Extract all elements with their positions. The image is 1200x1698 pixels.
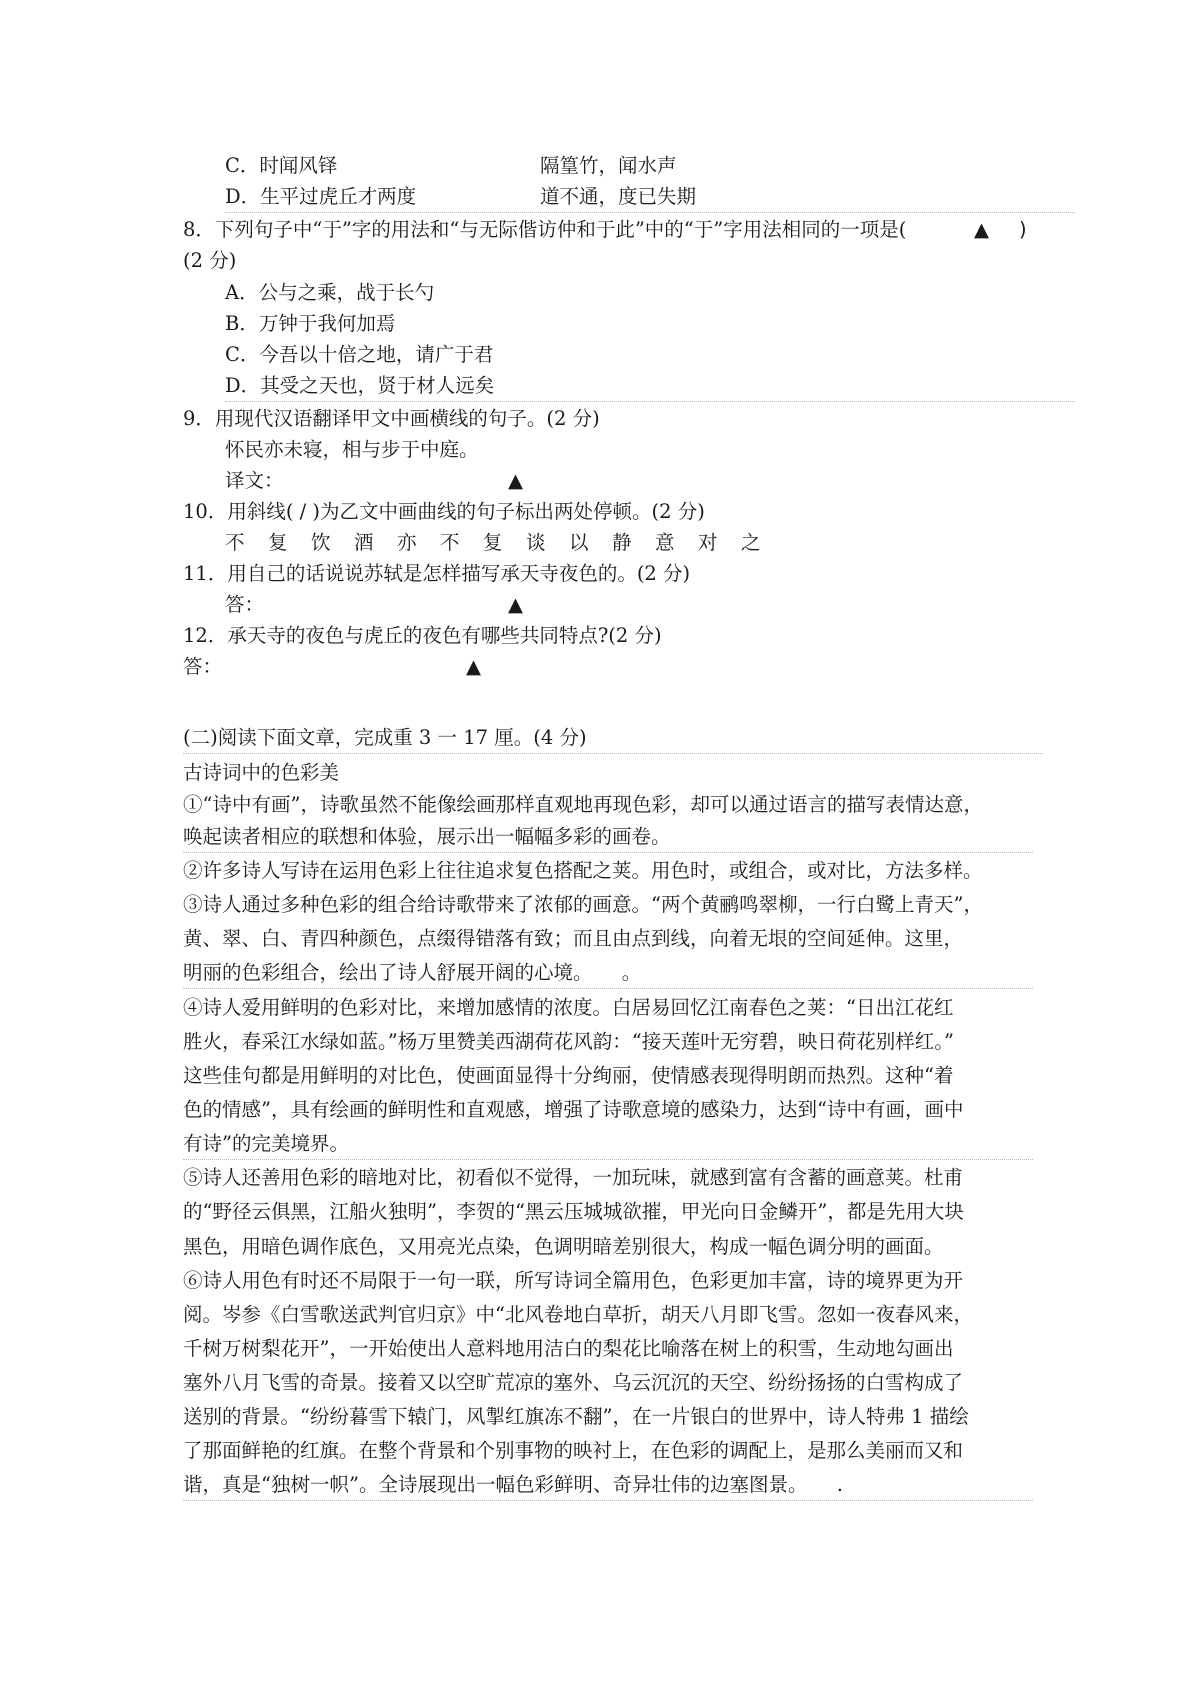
q10-char: 对 (698, 531, 718, 554)
q9-answer-line (225, 465, 1075, 496)
q10-char: 亦 (397, 531, 417, 554)
answer-triangle-icon: ▲ (974, 218, 989, 241)
q11-answer-line (225, 589, 1075, 620)
article-line: 唤起读者相应的联想和体验，展示出一幅幅多彩的画卷。 (183, 821, 1033, 853)
q11-answer-label: 答： (225, 593, 265, 616)
article-line: 了那面鲜艳的红旗。在整个背景和个别事物的映衬上，在色彩的调配上，是那么美丽而又和 (183, 1439, 964, 1462)
q10-char: 复 (268, 531, 288, 554)
q10-stem: 10．用斜线( / )为乙文中画曲线的句子标出两处停顿。(2 分) (183, 500, 705, 523)
q12-answer-label: 答： (183, 655, 223, 678)
q10-char: 饮 (311, 531, 331, 554)
article-line: 有诗”的完美境界。 (183, 1128, 1033, 1160)
q12-answer-line (183, 651, 1033, 682)
q7-option-c-right: 隔篁竹，闻水声 (540, 154, 677, 177)
q7-option-d (225, 181, 1075, 213)
article-line: ⑥诗人用色有时还不局限于一句一联，所写诗词全篇用色，色彩更加丰富，诗的境界更为开 (183, 1269, 964, 1292)
article-line: 送别的背景。“纷纷暮雪下辕门，风掣红旗冻不翻”，在一片银白的世界中，诗人特弗 1 描绘 (183, 1405, 969, 1428)
answer-triangle-icon: ▲ (508, 593, 523, 616)
article-line: ③诗人通过多种色彩的组合给诗歌带来了浓郁的画意。“两个黄鹂鸣翠柳，一行白鹭上青天”， (183, 893, 983, 916)
q10-char: 酒 (354, 531, 374, 554)
q8-close-paren: ) (1019, 218, 1027, 241)
q10-char: 谈 (526, 531, 546, 554)
article-line: 色的情感”，具有绘画的鲜明性和直观感，增强了诗歌意境的感染力，达到“诗中有画，画中 (183, 1098, 964, 1121)
q8-stem-text: 8．下列句子中“于”字的用法和“与无际偕访仲和于此”中的“于”字用法相同的一项是( (183, 218, 907, 241)
article-line: 千树万树梨花开”，一开始使出人意料地用洁白的梨花比喻落在树上的积雪，生动地勾画出 (183, 1337, 954, 1360)
q8-option-a: A．公与之乘，战于长勺 (225, 281, 435, 304)
q10-char: 以 (569, 531, 589, 554)
q10-char: 静 (612, 531, 632, 554)
article-line: 黄、翠、白、青四种颜色，点缀得错落有致；而且由点到线，向着无垠的空间延伸。这里， (183, 927, 964, 950)
q10-chars (225, 527, 1075, 558)
article-line: ④诗人爱用鲜明的色彩对比，来增加感情的浓度。白居易回忆江南春色之荚：“日出江花红 (183, 996, 954, 1019)
article-line: ①“诗中有画”，诗歌虽然不能像绘画那样直观地再现色彩，却可以通过语言的描写表情达意， (183, 793, 983, 816)
article-line: 明丽的色彩组合，绘出了诗人舒展开阔的心境。 。 (183, 957, 1033, 989)
q8-stem (183, 214, 1033, 245)
q10-char: 之 (741, 531, 761, 554)
q7-option-d-right: 道不通，度已失期 (540, 185, 697, 208)
article-line: 谐，真是“独树一帜”。全诗展现出一幅色彩鲜明、奇异壮伟的边塞图景。 . (183, 1469, 1033, 1501)
article-line: 这些佳句都是用鲜明的对比色，使画面显得十分绚丽，使情感表现得明朗而热烈。这种“着 (183, 1064, 954, 1087)
q7-option-d-text: D．生平过虎丘才两度 (225, 185, 417, 208)
q7-option-c-text: C．时闻风铎 (225, 154, 338, 177)
q10-char: 复 (483, 531, 503, 554)
q8-score: (2 分) (183, 249, 237, 272)
section2-heading: (二)阅读下面文章，完成重 3 一 17 厘。(4 分) (183, 722, 1043, 754)
q9-stem: 9．用现代汉语翻译甲文中画横线的句子。(2 分) (183, 407, 600, 430)
q8-option-c: C．今吾以十倍之地，请广于君 (225, 343, 494, 366)
article-line: ②许多诗人写诗在运用色彩上往往追求复色搭配之荚。用色时，或组合，或对比，方法多样。 (183, 859, 983, 882)
q11-stem: 11．用自己的话说说苏轼是怎样描写承天寺夜色的。(2 分) (183, 562, 691, 585)
article-title: 古诗词中的色彩美 (183, 761, 340, 784)
article-line: 胜火，春采江水绿如蓝。”杨万里赞美西湖荷花风韵：“接天莲叶无穷碧，映日荷花别样红。” (183, 1030, 954, 1053)
q9-answer-label: 译文： (225, 469, 284, 492)
q8-option-b: B．万钟于我何加焉 (225, 312, 396, 335)
q9-sentence: 怀民亦未寝，相与步于中庭。 (225, 438, 479, 461)
q8-option-d: D．其受之天也，贤于材人远矣 (225, 370, 1075, 402)
q10-char: 不 (225, 531, 245, 554)
article-line: 黑色，用暗色调作底色，又用亮光点染，色调明暗差别很大，构成一幅色调分明的画面。 (183, 1235, 944, 1258)
answer-triangle-icon: ▲ (508, 469, 523, 492)
answer-triangle-icon: ▲ (466, 655, 481, 678)
article-line: ⑤诗人还善用色彩的暗地对比，初看似不觉得，一加玩味，就感到富有含蓄的画意荚。杜甫 (183, 1166, 964, 1189)
q10-char: 不 (440, 531, 460, 554)
article-line: 塞外八月飞雪的奇景。接着又以空旷荒凉的塞外、乌云沉沉的天空、纷纷扬扬的白雪构成了 (183, 1371, 964, 1394)
article-line: 的“野径云俱黑，江船火独明”，李贺的“黑云压城城欲摧，甲光向日金鳞开”，都是先用大块 (183, 1200, 964, 1223)
q10-char: 意 (655, 531, 675, 554)
q12-stem: 12．承天寺的夜色与虎丘的夜色有哪些共同特点?(2 分) (183, 624, 662, 647)
article-line: 阅。岑参《白雪歌送武判官归京》中“北风卷地白草折，胡天八月即飞雪。忽如一夜春风来， (183, 1303, 973, 1326)
q7-option-c (225, 150, 1075, 181)
